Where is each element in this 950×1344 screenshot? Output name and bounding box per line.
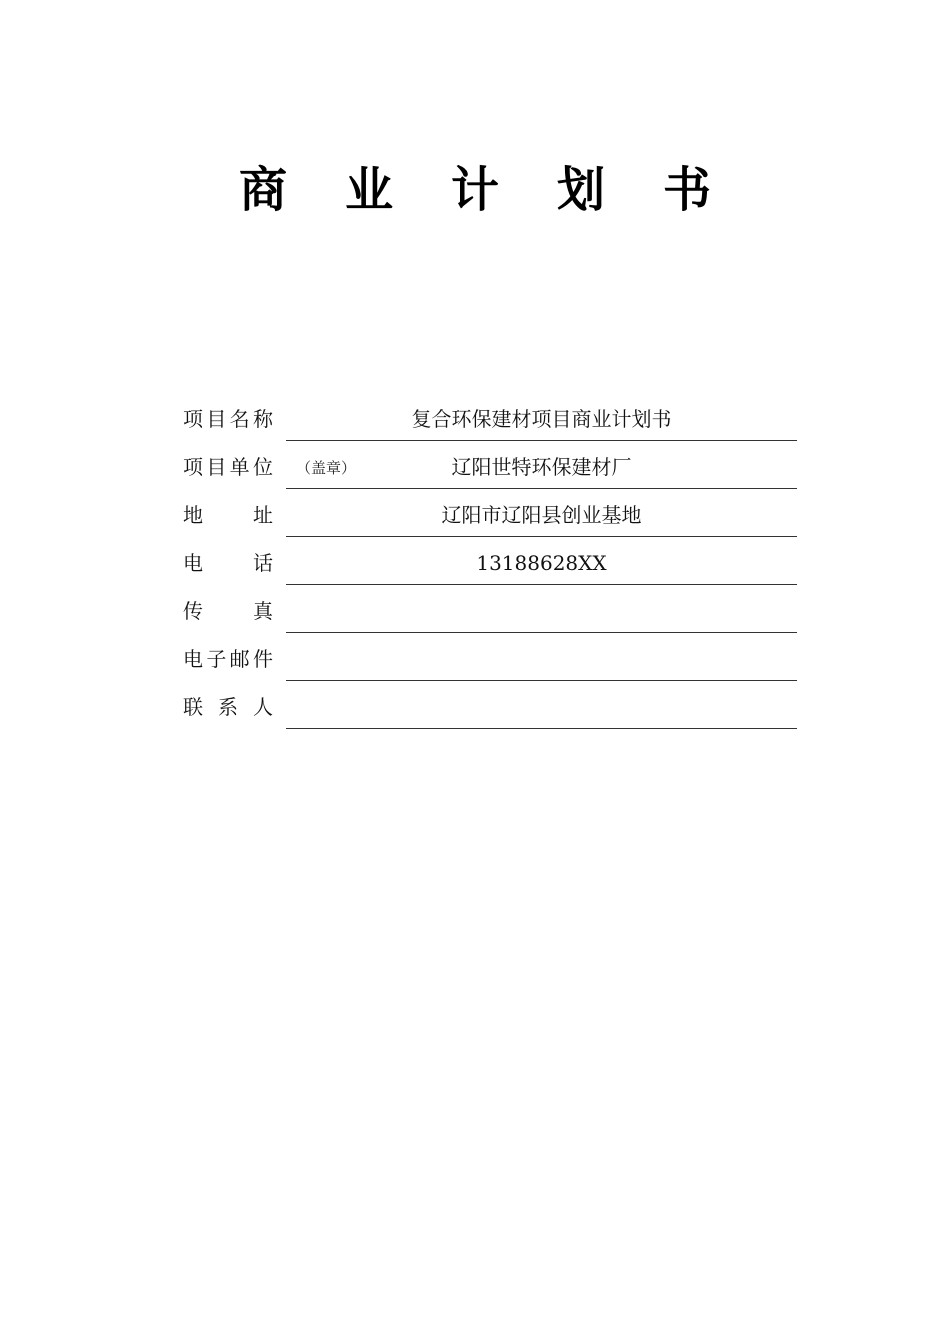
- label-contact: [183, 692, 273, 722]
- field-phone: [286, 540, 797, 585]
- label-char: 人: [253, 695, 273, 719]
- seal-note: （盖章）: [296, 459, 357, 477]
- row-contact: [183, 684, 797, 732]
- label-char: 电: [183, 551, 203, 575]
- row-project-unit: [183, 444, 797, 492]
- row-fax: [183, 588, 797, 636]
- field-contact: [286, 684, 797, 729]
- label-char: 联: [183, 695, 203, 719]
- document-title: [0, 160, 950, 220]
- field-project-unit: [286, 444, 797, 489]
- title-char: 划: [556, 162, 605, 218]
- project-info-form: [183, 396, 797, 732]
- field-fax: [286, 588, 797, 633]
- label-char: 址: [253, 503, 273, 527]
- label-char: 项: [183, 407, 203, 431]
- label-project-name: [183, 404, 273, 434]
- row-project-name: [183, 396, 797, 444]
- value-phone: 13188628XX: [476, 551, 607, 575]
- label-char: 子: [206, 647, 227, 671]
- label-phone: [183, 548, 273, 578]
- title-char: 计: [450, 162, 499, 218]
- label-char: 邮: [229, 647, 250, 671]
- label-char: 位: [252, 455, 273, 479]
- label-char: 件: [252, 647, 273, 671]
- label-char: 真: [253, 599, 273, 623]
- field-address: [286, 492, 797, 537]
- label-fax: [183, 596, 273, 626]
- field-email: [286, 636, 797, 681]
- label-char: 电: [183, 647, 203, 671]
- label-address: [183, 500, 273, 530]
- label-char: 话: [253, 551, 273, 575]
- label-char: 传: [183, 599, 203, 623]
- value-project-unit: 辽阳世特环保建材厂: [451, 455, 632, 479]
- title-char: 书: [662, 162, 711, 218]
- label-char: 单: [229, 455, 250, 479]
- value-address: 辽阳市辽阳县创业基地: [441, 503, 642, 527]
- label-char: 名: [229, 407, 250, 431]
- value-project-name: 复合环保建材项目商业计划书: [411, 407, 672, 431]
- label-char: 目: [206, 455, 227, 479]
- row-phone: [183, 540, 797, 588]
- label-char: 称: [252, 407, 273, 431]
- label-email: [183, 644, 273, 674]
- label-char: 系: [218, 695, 238, 719]
- label-char: 目: [206, 407, 227, 431]
- field-project-name: [286, 396, 797, 441]
- title-char: 商: [238, 162, 287, 218]
- title-char: 业: [344, 162, 393, 218]
- row-email: [183, 636, 797, 684]
- label-char: 地: [183, 503, 203, 527]
- label-char: 项: [183, 455, 203, 479]
- label-project-unit: [183, 452, 273, 482]
- row-address: [183, 492, 797, 540]
